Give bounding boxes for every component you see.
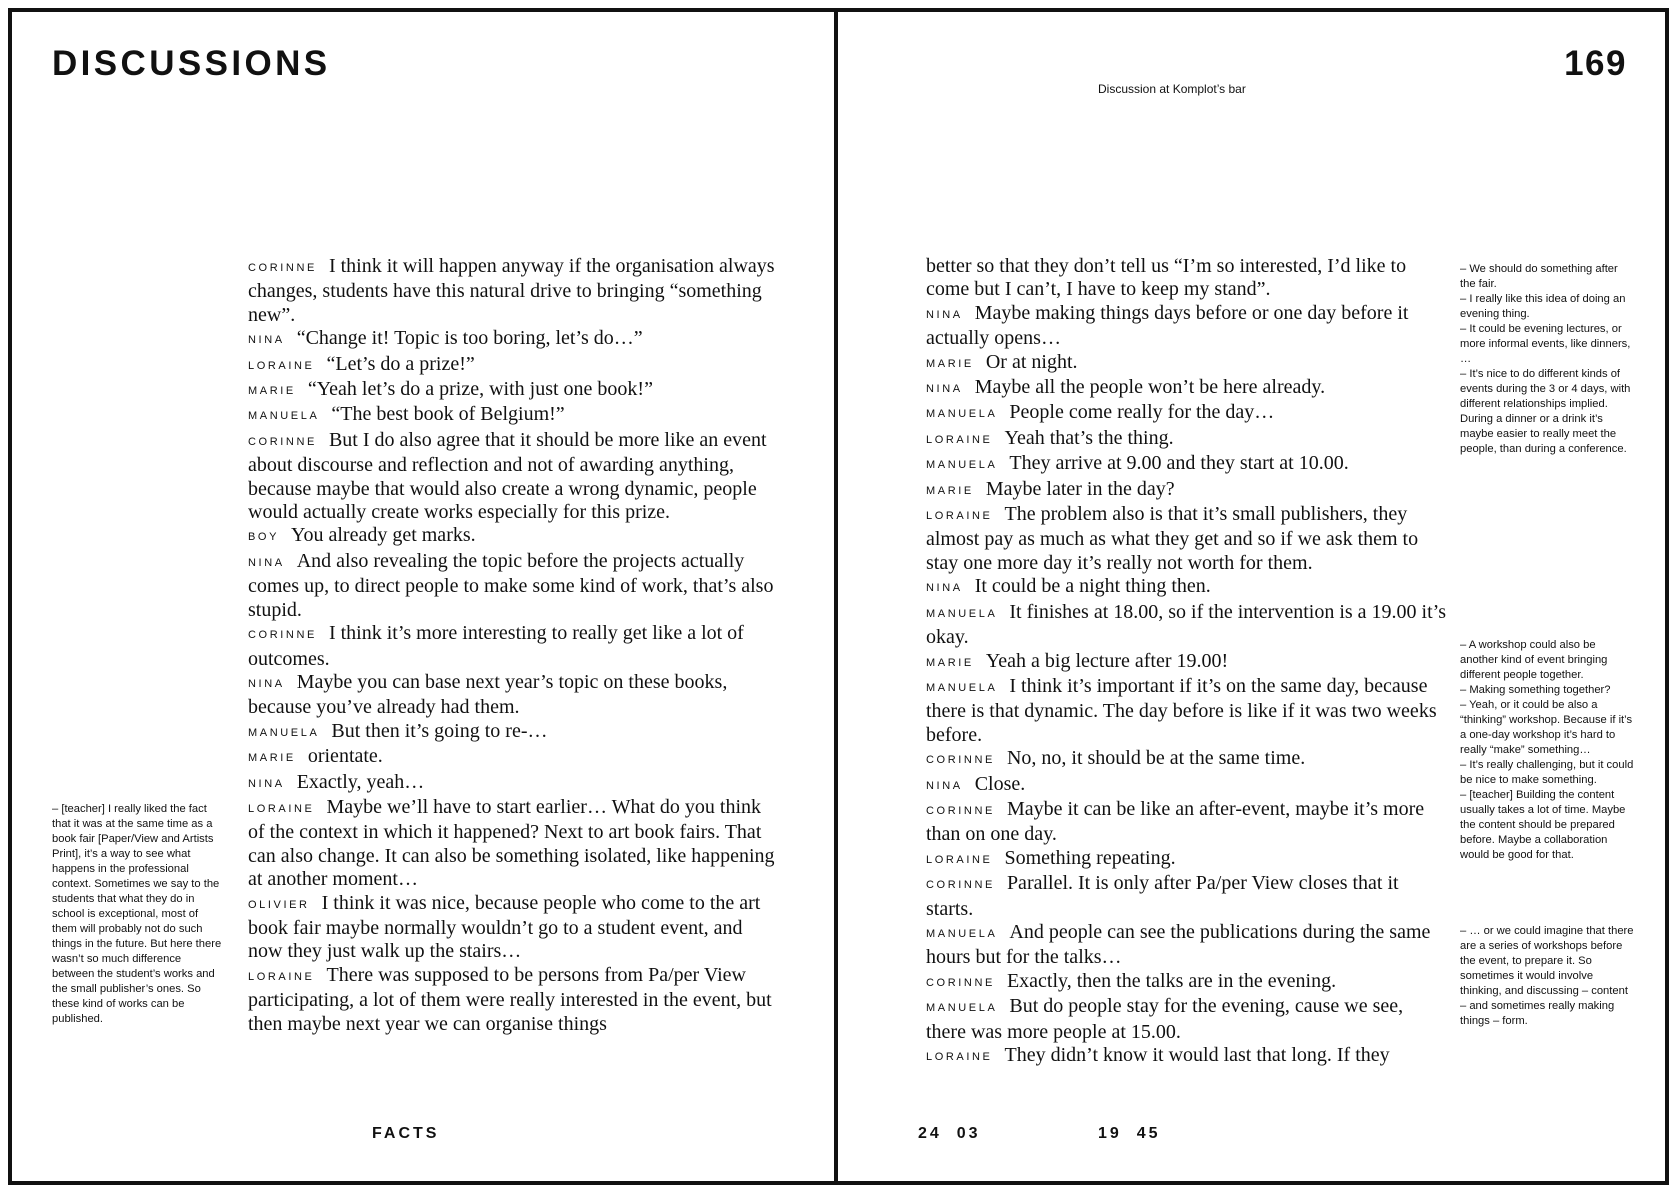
dialogue-line [248, 353, 776, 378]
dialogue-text: “Yeah let’s do a prize, with just one book!” [307, 378, 653, 401]
dialogue-line [926, 773, 1446, 798]
dialogue-line [926, 376, 1446, 401]
dialogue-line [926, 427, 1446, 452]
dialogue-text: There was supposed to be persons from Pa/per View participating, a lot of them were really interested in the event, but then maybe next year we can organise things [248, 963, 772, 1035]
dialogue-text: I think it’s important if it’s on the same day, because there is that dynamic. The day before is like if it was two weeks before. [926, 674, 1437, 746]
dialogue-text: It finishes at 18.00, so if the intervention is a 19.00 it’s okay. [926, 600, 1447, 649]
dialogue-line [926, 452, 1446, 477]
dialogue-line [926, 872, 1446, 921]
dialogue-text: And people can see the publications during the same hours but for the talks… [926, 920, 1431, 969]
speaker-name: NINA [926, 779, 963, 792]
dialogue-text: I think it will happen anyway if the organisation always changes, students have this natural drive to bringing “something new”. [248, 255, 775, 326]
speaker-name: NINA [248, 777, 285, 790]
dialogue-line [926, 970, 1446, 995]
speaker-name: LORAINE [926, 433, 993, 446]
speaker-name: MARIE [248, 752, 296, 765]
dialogue-line [248, 671, 776, 720]
dialogue-text: It could be a night thing then. [974, 575, 1211, 598]
dialogue-text: Maybe we’ll have to start earlier… What do you think of the context in which it happened? Next to art book fairs. That can also change. It can also be something isolated, like happening at another moment… [248, 795, 775, 891]
side-note-text: – [teacher] I really liked the fact that it was at the same time as a book fair [Paper/View and Artists Print], it’s a way to see what happens in the professional context. Sometimes we say to the students that what they do in school is exceptional, most of them will probably not do such things in the future. But here there wasn’t so much difference between the student’s works and the small publisher’s ones. So these kind of works can be published. [52, 803, 222, 1025]
dialogue-line [248, 622, 776, 671]
dialogue-line [248, 429, 776, 525]
speaker-name: MANUELA [248, 410, 320, 423]
dialogue-line [926, 747, 1446, 772]
speaker-name: CORINNE [926, 754, 995, 767]
page-number: 169 [1564, 44, 1627, 83]
dialogue-text: Maybe making things days before or one day before it actually opens… [926, 301, 1409, 350]
side-note-line: – Making something together? [1460, 684, 1611, 696]
speaker-name: CORINNE [248, 262, 317, 274]
dialogue-line [248, 796, 776, 892]
dialogue-text: Maybe all the people won’t be here already. [974, 376, 1326, 399]
dialogue-text: Something repeating. [1004, 846, 1176, 869]
dialogue-line [248, 964, 776, 1036]
speaker-name: NINA [926, 308, 963, 321]
dialogue-line [926, 847, 1446, 872]
dialogue-line [248, 771, 776, 796]
dialogue-line [248, 255, 776, 327]
speaker-name: MARIE [926, 484, 974, 497]
dialogue-text: Yeah a big lecture after 19.00! [985, 649, 1229, 672]
side-note-line: – We should do something after the fair. [1460, 263, 1618, 290]
dialogue-line [926, 1044, 1446, 1069]
dialogue-text: Parallel. It is only after Pa/per View closes that it starts. [926, 872, 1399, 920]
footer-section-label: FACTS [372, 1125, 440, 1142]
speaker-name: NINA [248, 677, 285, 690]
dialogue-text: They arrive at 9.00 and they start at 10.00. [1009, 452, 1349, 475]
dialogue-text: You already get marks. [291, 524, 476, 547]
dialogue-line [926, 921, 1446, 970]
speaker-name: MANUELA [926, 607, 998, 620]
photo-caption: Discussion at Komplot’s bar [1098, 82, 1246, 96]
speaker-name: OLIVIER [248, 898, 310, 911]
side-note-line: – I really like this idea of doing an evening thing. [1460, 293, 1626, 320]
dialogue-text: “The best book of Belgium!” [331, 403, 565, 426]
footer-time: 19 45 [1098, 1125, 1161, 1142]
dialogue-line [926, 255, 1446, 302]
speaker-name: BOY [248, 531, 280, 544]
dialogue-text: No, no, it should be at the same time. [1006, 747, 1306, 770]
speaker-name: LORAINE [926, 1051, 993, 1063]
speaker-name: MARIE [926, 357, 974, 370]
dialogue-line [248, 524, 776, 549]
dialogue-text: I think it’s more interesting to really get like a lot of outcomes. [248, 622, 744, 670]
side-note-line: – [teacher] Building the content usually takes a lot of time. Maybe the content should be prepared before. Maybe a collaboration would be good for that. [1460, 789, 1626, 861]
speaker-name: CORINNE [248, 435, 317, 448]
speaker-name: MANUELA [926, 1002, 998, 1015]
dialogue-line [926, 995, 1446, 1044]
dialogue-line [926, 575, 1446, 600]
dialogue-text: But do people stay for the evening, cause we see, there was more people at 15.00. [926, 995, 1404, 1043]
dialogue-line [248, 745, 776, 770]
speaker-name: LORAINE [248, 802, 315, 815]
speaker-name: MANUELA [926, 408, 998, 421]
dialogue-text: And also revealing the topic before the projects actually comes up, to direct people to make some kind of work, that’s also stupid. [248, 549, 774, 621]
side-note-line: – It could be evening lectures, or more informal events, like dinners, … [1460, 323, 1631, 365]
dialogue-text: But I do also agree that it should be more like an event about discourse and reflection and not of awarding anything, because maybe that would also create a wrong dynamic, people would actually create works especially for this prize. [248, 428, 767, 524]
dialogue-text: Maybe you can base next year’s topic on these books, because you’ve already had them. [248, 670, 728, 719]
dialogue-text: The problem also is that it’s small publishers, they almost pay as much as what they get and so if we ask them to stay one more day it’s really not worth for them. [926, 503, 1419, 574]
side-note-workshop [1460, 638, 1635, 863]
speaker-name: CORINNE [926, 976, 995, 989]
dialogue-text: orientate. [307, 745, 383, 768]
dialogue-text: Exactly, then the talks are in the evening. [1006, 969, 1337, 992]
speaker-name: LORAINE [248, 970, 315, 983]
dialogue-text: better so that they don’t tell us “I’m so interested, I’d like to come but I can’t, I have to keep my stand”. [926, 255, 1407, 301]
dialogue-text: Yeah that’s the thing. [1004, 426, 1174, 449]
speaker-name: MARIE [926, 656, 974, 669]
speaker-name: MARIE [248, 385, 296, 398]
speaker-name: MANUELA [926, 459, 998, 472]
dialogue-text: They didn’t know it would last that long. If they [1004, 1044, 1390, 1066]
dialogue-line [926, 503, 1446, 575]
dialogue-line [926, 798, 1446, 847]
dialogue-text: Maybe later in the day? [985, 477, 1175, 500]
section-title: DISCUSSIONS [52, 44, 331, 83]
dialogue-line [926, 675, 1446, 747]
dialogue-line [926, 650, 1446, 675]
speaker-name: NINA [926, 383, 963, 396]
dialogue-line [248, 327, 776, 352]
speaker-name: MANUELA [926, 681, 998, 694]
speaker-name: NINA [248, 334, 285, 347]
side-note-line: – Yeah, or it could be also a “thinking” workshop. Because if it’s a one-day workshop it’s hard to really “make” something… [1460, 699, 1633, 756]
speaker-name: CORINNE [926, 879, 995, 892]
speaker-name: NINA [926, 582, 963, 595]
speaker-name: LORAINE [248, 359, 315, 372]
book-spine [834, 8, 838, 1185]
speaker-name: LORAINE [926, 510, 993, 523]
dialogue-line [248, 892, 776, 964]
speaker-name: CORINNE [926, 804, 995, 817]
side-note-teacher [52, 802, 222, 1027]
dialogue-line [926, 302, 1446, 351]
dialogue-line [248, 720, 776, 745]
footer-date: 24 03 [918, 1125, 981, 1142]
speaker-name: NINA [248, 556, 285, 569]
dialogue-text: People come really for the day… [1009, 401, 1275, 424]
dialogue-line [926, 478, 1446, 503]
dialogue-line [248, 550, 776, 622]
side-note-workshop-series [1460, 924, 1635, 1029]
side-note-line: – A workshop could also be another kind of event bringing different people together. [1460, 639, 1608, 681]
dialogue-text: But then it’s going to re-… [331, 719, 548, 742]
dialogue-text: Or at night. [985, 350, 1078, 373]
side-note-line: – It’s really challenging, but it could be nice to make something. [1460, 759, 1634, 786]
dialogue-text: Maybe it can be like an after-event, maybe it’s more than on one day. [926, 797, 1425, 846]
side-note-evening-events [1460, 262, 1635, 457]
dialogue-line [248, 403, 776, 428]
dialogue-text: I think it was nice, because people who come to the art book fair maybe normally wouldn’t go to a student event, and now they just walk up the stairs… [248, 891, 761, 963]
speaker-name: CORINNE [248, 629, 317, 642]
speaker-name: MANUELA [926, 927, 998, 940]
dialogue-text: “Let’s do a prize!” [326, 352, 475, 375]
dialogue-line [248, 378, 776, 403]
dialogue-line [926, 601, 1446, 650]
dialogue-text: “Change it! Topic is too boring, let’s do…” [296, 327, 643, 350]
dialogue-text: Close. [974, 772, 1026, 795]
dialogue-column-left [248, 255, 776, 1036]
speaker-name: LORAINE [926, 853, 993, 866]
dialogue-column-right [926, 255, 1446, 1069]
side-note-line: – It’s nice to do different kinds of events during the 3 or 4 days, with different relationships implied. During a dinner or a drink it’s maybe easier to really meet the people, than during a conference. [1460, 368, 1631, 455]
side-note-text: – … or we could imagine that there are a series of workshops before the event, to prepare it. So sometimes it would involve thinking, and discussing – content – and sometimes really making things – form. [1460, 925, 1634, 1027]
speaker-name: MANUELA [248, 726, 320, 739]
dialogue-line [926, 351, 1446, 376]
dialogue-text: Exactly, yeah… [296, 770, 425, 793]
dialogue-line [926, 401, 1446, 426]
